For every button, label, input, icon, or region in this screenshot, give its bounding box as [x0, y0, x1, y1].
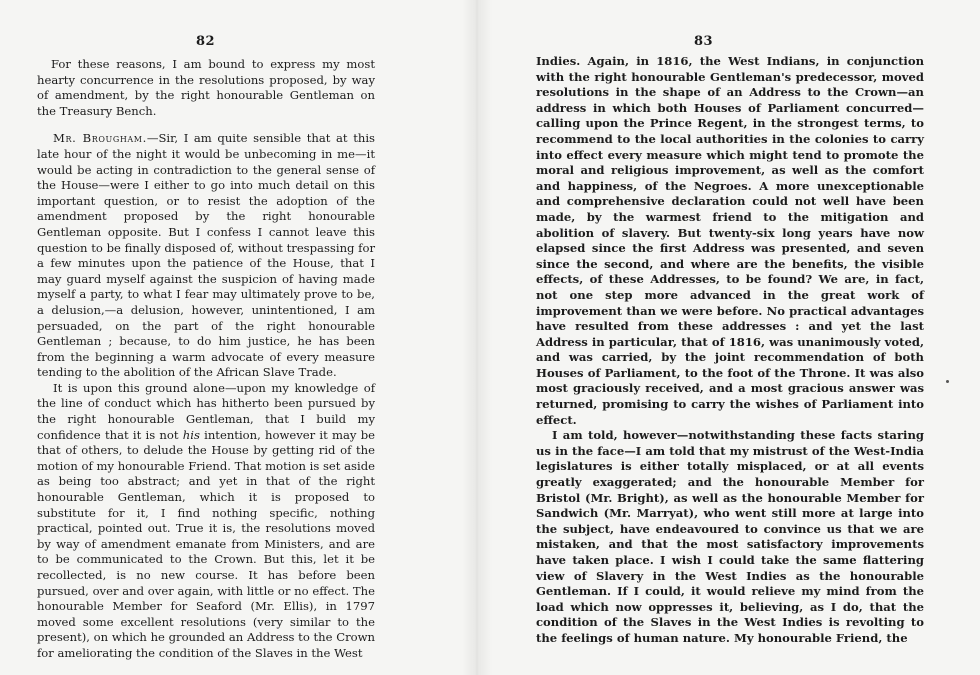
speaker-name: Mr. Brougham. — [53, 131, 147, 146]
left-page — [0, 0, 470, 675]
left-paragraph-3-part-a: It is upon this ground alone—upon my knowledge of the line of conduct which has hitherto been pursued by the right honourable Gentleman, that I build my confidence that it is not — [37, 380, 375, 442]
left-paragraph-3-part-b: intention, however it may be that of others, to delude the House by getting rid of the motion of my honourable Friend. That motion is set aside as being too abstract; and yet in that of the right honourable Gentleman, which it is proposed to substitute for it, I find nothing specific, nothing practical, pointed out. True it is, the resolutions moved by way of amendment emanate from Ministers, and are to be communicated to the Crown. But this, let it be recollected, is no new course. It has before been pursued, over and over again, with little or no effect. The honourable Member for Seaford (Mr. Ellis), in 1797 moved some excellent resolutions (very similar to the present), on which he grounded an Address to the Crown for ameliorating the condition of the Slaves in the West — [37, 427, 375, 660]
page-number-right: 83 — [694, 34, 714, 49]
left-paragraph-2 — [37, 131, 375, 381]
left-paragraph-3-emphasis: his — [182, 427, 200, 442]
right-paragraph-2: I am told, however—notwithstanding these facts staring us in the face—I am told that my mistrust of the West-India legislatures is either totally misplaced, or at all events greatly exaggerated; and the honourable Member for Bristol (Mr. Bright), as well as the honourable Member for Sandwich (Mr. Marryat), who went still more at large into the subject, have endeavoured to convince us that we are mistaken, and that the most satisfactory improvements have taken place. I wish I could take the same flattering view of Slavery in the West Indies as the honourable Gentleman. If I could, it would relieve my mind from the load which now oppresses it, believing, as I do, that the condition of the Slaves in the West Indies is revolting to the feelings of human nature. My honourable Friend, the — [536, 428, 924, 645]
right-paragraph-1: Indies. Again, in 1816, the West Indians, in conjunction with the right honourable Gentleman's predecessor, moved resolutions in the shape of an Address to the Crown—an address in which both Houses of Parliament concurred—calling upon the Prince Regent, in the strongest terms, to recommend to the local authorities in the colonies to carry into effect every measure which might tend to promote the moral and religious improvement, as well as the comfort and happiness, of the Negroes. A more unexceptionable and comprehensive declaration could not well have been made, by the warmest friend to the mitigation and abolition of slavery. But twenty-six long years have now elapsed since the first Address was presented, and seven since the second, and where are the benefits, the visible effects, of these Addresses, to be found? We are, in fact, not one step more advanced in the great work of improvement than we were before. No practical advantages have resulted from these addresses : and yet the last Address in particular, that of 1816, was unanimously voted, and was carried, by the joint recommendation of both Houses of Parliament, to the foot of the Throne. It was also most graciously received, and a most gracious answer was returned, promising to carry the wishes of Parliament into effect. — [536, 54, 924, 427]
right-text-column — [536, 54, 924, 647]
left-paragraph-3 — [37, 381, 375, 662]
left-paragraph-1: For these reasons, I am bound to express my most hearty concurrence in the resolutions proposed, by way of amendment, by the right honourable Gentleman on the Treasury Bench. — [37, 57, 375, 118]
left-paragraph-2-text: —Sir, I am quite sensible that at this late hour of the night it would be unbecoming in me—it would be acting in contradiction to the general sense of the House—were I either to go into much detail on this important question, or to resist the adoption of the amendment proposed by the right honourable Gentleman opposite. But I confess I cannot leave this question to be finally disposed of, without trespassing for a few minutes upon the patience of the House, that I may guard myself against the suspicion of having made myself a party, to what I fear may ultimately prove to be, a delusion,—a delusion, however, unintentioned, I am persuaded, on the part of the right honourable Gentleman ; because, to do him justice, he has been from the beginning a warm advocate of every measure tending to the abolition of the African Slave Trade. — [37, 131, 375, 380]
right-page — [490, 0, 980, 675]
scan-speck — [946, 380, 949, 383]
left-text-column — [37, 57, 375, 662]
page-number-left: 82 — [196, 34, 216, 49]
